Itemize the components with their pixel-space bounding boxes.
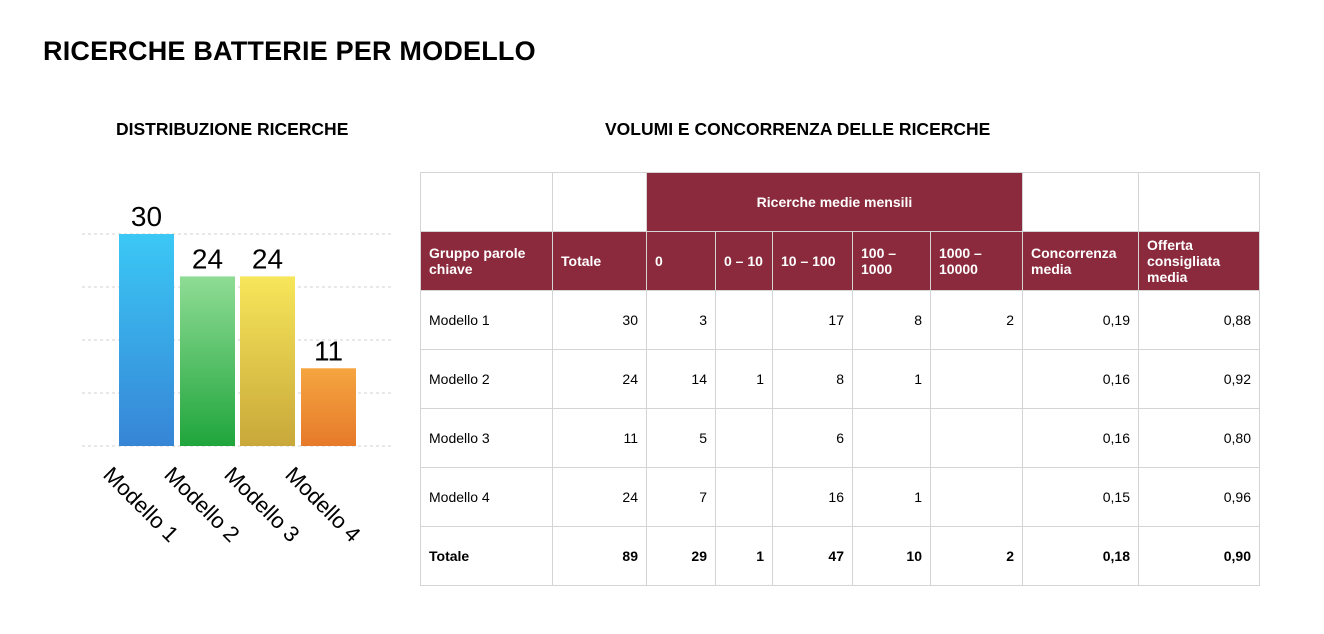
column-header: 1000 – 10000 <box>931 232 1023 291</box>
value-label: 30 <box>130 201 163 232</box>
table-cell: 0,18 <box>1023 527 1139 586</box>
table-cell: 0,15 <box>1023 468 1139 527</box>
table-cell: 1 <box>716 527 773 586</box>
table-cell: 24 <box>553 468 647 527</box>
table-cell: 14 <box>647 350 716 409</box>
bar-chart <box>0 0 420 634</box>
table-cell <box>931 409 1023 468</box>
table-cell <box>716 409 773 468</box>
column-header: 100 – 1000 <box>853 232 931 291</box>
table-cell: 11 <box>553 409 647 468</box>
column-header: 0 <box>647 232 716 291</box>
row-label: Modello 1 <box>421 291 553 350</box>
table-cell: 0,92 <box>1139 350 1260 409</box>
table-cell: 6 <box>773 409 853 468</box>
column-header: Totale <box>553 232 647 291</box>
page-title: RICERCHE BATTERIE PER MODELLO <box>43 36 536 66</box>
table-cell <box>853 409 931 468</box>
table-cell: 7 <box>647 468 716 527</box>
category-label: Modello 4 <box>280 461 366 547</box>
column-header: Concorrenza media <box>1023 232 1139 291</box>
table-cell: 0,19 <box>1023 291 1139 350</box>
table-row <box>421 409 1260 468</box>
table-header-empty <box>421 173 553 232</box>
table-cell: 24 <box>553 350 647 409</box>
table-cell: 17 <box>773 291 853 350</box>
table-row <box>421 291 1260 350</box>
table-cell: 2 <box>931 291 1023 350</box>
table-cell: 0,96 <box>1139 468 1260 527</box>
table-cell: 1 <box>716 350 773 409</box>
category-label: Modello 2 <box>159 461 245 547</box>
search-volume-table <box>420 172 1260 586</box>
value-label: 24 <box>251 243 284 275</box>
table-cell <box>716 468 773 527</box>
table-row <box>421 468 1260 527</box>
table-cell: 5 <box>647 409 716 468</box>
row-label: Totale <box>421 527 553 586</box>
table-cell: 8 <box>773 350 853 409</box>
row-label: Modello 4 <box>421 468 553 527</box>
table-cell: 30 <box>553 291 647 350</box>
table-cell: 3 <box>647 291 716 350</box>
value-label: 11 <box>313 335 344 367</box>
chart-title: DISTRIBUZIONE RICERCHE <box>116 119 349 139</box>
table-cell: 2 <box>931 527 1023 586</box>
row-label: Modello 3 <box>421 409 553 468</box>
table-cell: 1 <box>853 468 931 527</box>
table-cell: 0,90 <box>1139 527 1260 586</box>
table-group-header-row <box>421 173 1260 232</box>
table-total-row <box>421 527 1260 586</box>
column-header: Gruppo parole chiave <box>421 232 553 291</box>
table-header-empty <box>1139 173 1260 232</box>
table-cell: 16 <box>773 468 853 527</box>
table-header-empty <box>1023 173 1139 232</box>
table-cell: 29 <box>647 527 716 586</box>
table-cell: 0,16 <box>1023 409 1139 468</box>
table-cell <box>931 468 1023 527</box>
value-label: 24 <box>191 243 224 275</box>
bar-2 <box>180 276 235 446</box>
table-header-empty <box>553 173 647 232</box>
bar-4 <box>301 368 356 446</box>
table-header-row <box>421 232 1260 291</box>
table-cell: 8 <box>853 291 931 350</box>
table-title: VOLUMI E CONCORRENZA DELLE RICERCHE <box>605 119 991 139</box>
table-cell: 89 <box>553 527 647 586</box>
column-header: 0 – 10 <box>716 232 773 291</box>
table-cell: 0,88 <box>1139 291 1260 350</box>
category-label: Modello 3 <box>219 461 305 547</box>
category-label: Modello 1 <box>98 461 184 547</box>
table-cell: 47 <box>773 527 853 586</box>
table-cell: 0,80 <box>1139 409 1260 468</box>
table-cell: 1 <box>853 350 931 409</box>
bar-3 <box>240 276 295 446</box>
group-header-monthly-searches: Ricerche medie mensili <box>647 173 1023 232</box>
table-cell <box>716 291 773 350</box>
bar-1 <box>119 234 174 446</box>
table-cell: 10 <box>853 527 931 586</box>
row-label: Modello 2 <box>421 350 553 409</box>
table-cell <box>931 350 1023 409</box>
table-cell: 0,16 <box>1023 350 1139 409</box>
column-header: Offerta consigliata media <box>1139 232 1260 291</box>
table-row <box>421 350 1260 409</box>
column-header: 10 – 100 <box>773 232 853 291</box>
